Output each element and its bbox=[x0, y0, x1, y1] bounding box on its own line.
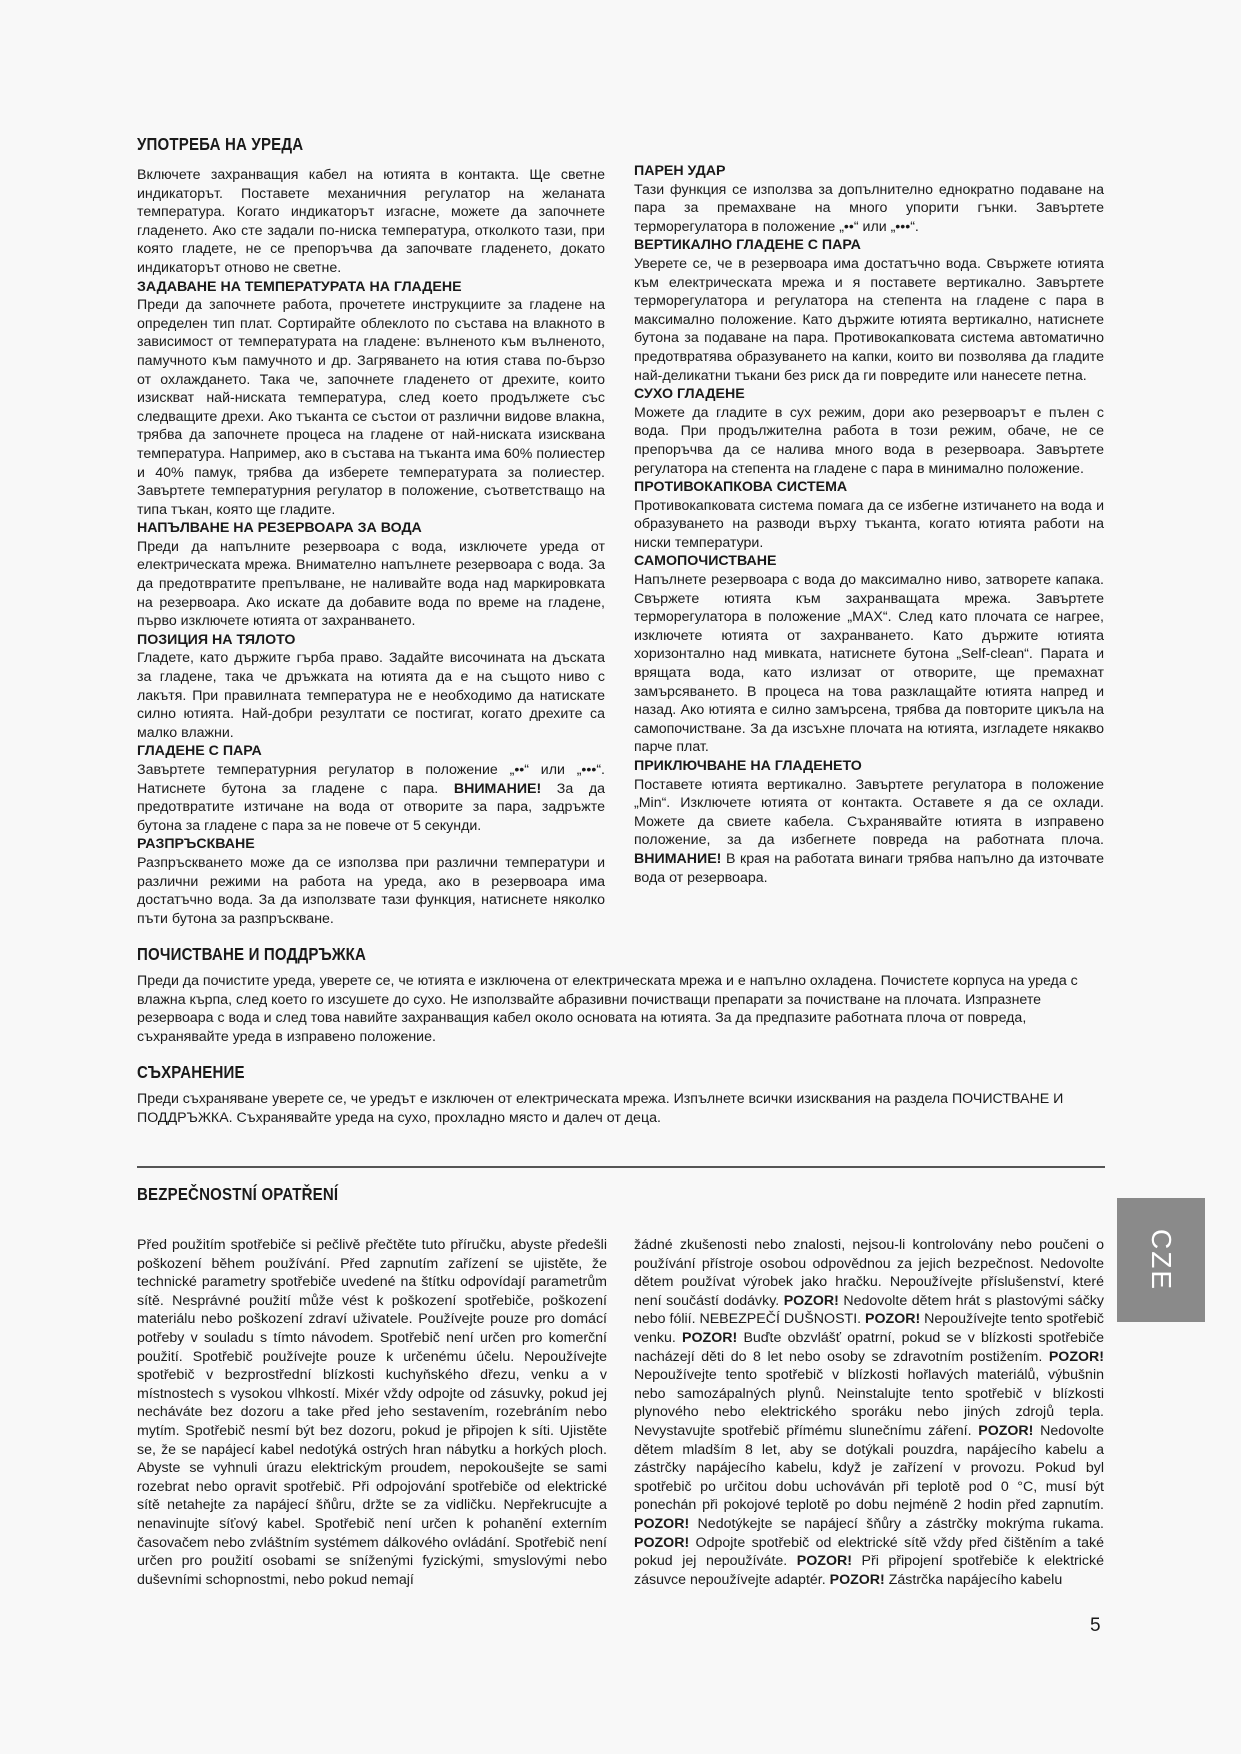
section-subheading: ВЕРТИКАЛНО ГЛАДЕНЕ С ПАРА bbox=[634, 237, 861, 254]
section-subheading: НАПЪЛВАНЕ НА РЕЗЕРВОАРА ЗА ВОДА bbox=[137, 520, 422, 537]
warning-label: ВНИМАНИЕ! bbox=[634, 850, 722, 867]
section-subheading: СУХО ГЛАДЕНЕ bbox=[634, 386, 745, 403]
cleaning-text-block bbox=[137, 972, 1105, 1046]
cz-left-column bbox=[137, 1236, 607, 1589]
cleaning-heading: ПОЧИСТВАНЕ И ПОДДРЪЖКА bbox=[137, 944, 367, 964]
section-paragraph bbox=[137, 538, 605, 631]
paragraph-text: Nedovolte dětem mladším 8 let, aby se dotýkali pouzdra, napájecího kabelu a zástrčky napájecího kabelu, když je zařízení v provozu. Pokud byl spotřebič po určitou dobu uchováván při teplotě pod 0 °C, musí být ponechán při pokojové teplotě po dobu nejméně 2 hodin před zapnutím. bbox=[634, 1422, 1104, 1514]
section-paragraph bbox=[137, 854, 605, 928]
paragraph-text: žádné zkušenosti nebo znalosti, nejsou-li kontrolovány nebo poučeni o používání přístroje osobou odpovědnou za jejich bezpečnost. Nedovolte dětem používat výrobek jako hračku. Nepoužívejte příslušenství, které není součástí dodávky. bbox=[634, 1237, 1104, 1309]
section-paragraph bbox=[137, 296, 605, 519]
paragraph-text: Разпръскването може да се използва при различни температури и различни режими на работа на уреда, ако в резервоара има достатъчно вода. За да използвате тази функция, натиснете няколко пъти бутона за разпръскване. bbox=[137, 854, 605, 927]
paragraph-text: Преди да започнете работа, прочетете инструкциите за гладене на определен тип плат. Сортирайте облеклото по състава на влакното в зависимост от температурата на гладене: вълненото към вълненото, памучното към памучното и др. Загряването на ютия става по-бързо от охлаждането. Така че, започнете гладенето от дрехите, които изискват най-ниската температура, след което продължете със следващите дрехи. Ако тъканта се състои от различни видове влакна, трябва да започнете процеса на гладене от най-ниската изисквана температура. Например, ако в състава на тъканта има 60% полиестер и 40% памук, трябва да изберете температурата за полиестер. Завъртете температурния регулатор в положение, съответстващо на типа тъкан, която ще гладите. bbox=[137, 297, 605, 518]
paragraph-text: Odpojte spotřebič od elektrické sítě vždy před čištěním a také pokud jej nepoužíváte. bbox=[634, 1534, 1104, 1570]
paragraph-text: Při připojení spotřebiče k elektrické zásuvce nepoužívejte adaptér. bbox=[634, 1553, 1104, 1588]
warning-label: POZOR! bbox=[978, 1422, 1034, 1439]
paragraph-text: Включете захранващия кабел на ютията в контакта. Ще светне индикаторът. Поставете механичния регулатор на желаната температура. Когато индикаторът изгасне, можете да започнете гладенето. Ако сте задали по-ниска температура, отколкото тази, при която гладете, не се препоръчва да започвате гладенето, докато индикаторът отново не светне. bbox=[137, 167, 605, 276]
bg-left-column bbox=[137, 166, 605, 928]
paragraph-text: Можете да гладите в сух режим, дори ако резервоарът е пълен с вода. При продължителна работа в този режим, обаче, не се препоръчва да се налива много вода в резервоара. Завъртете регулатора на степента на гладене с пара в минимално положение. bbox=[634, 404, 1104, 477]
warning-label: POZOR! bbox=[682, 1329, 738, 1346]
warning-label: POZOR! bbox=[634, 1534, 690, 1551]
page-number: 5 bbox=[1090, 1615, 1101, 1636]
storage-heading: СЪХРАНЕНИЕ bbox=[137, 1062, 245, 1082]
section-paragraph bbox=[137, 649, 605, 742]
section-paragraph bbox=[137, 761, 605, 835]
cz-right-text bbox=[634, 1236, 1104, 1589]
paragraph-text: Напълнете резервоара с вода до максимално ниво, затворете капака. Свържете ютията към захранващата мрежа. Завъртете терморегулатора в положение „MAX“. След като плочата се нагрее, изключете ютията от захранването. Като държите ютията хоризонтално над мивката, натиснете бутона „Self-clean“. Парата и врящата вода, като излизат от отворите, ще премахнат замърсяването. В процеса на това разклащайте ютията напред и назад. Ако ютията е силно замърсена, трябва да повторите цикъла на самопочистване. За да изсъхне плочата на ютията, изгладете някакво парче плат. bbox=[634, 572, 1104, 756]
warning-label: POZOR! bbox=[1048, 1348, 1104, 1365]
safety-heading: BEZPEČNOSTNÍ OPATŘENÍ bbox=[137, 1184, 339, 1204]
warning-label: POZOR! bbox=[865, 1311, 921, 1328]
paragraph-text: Zástrčka napájecího kabelu bbox=[884, 1571, 1063, 1588]
paragraph-text: Тази функция се използва за допълнително еднократно подаване на пара за премахване на много упорити гънки. Завъртете терморегулатора в положение „••“ или „•••“. bbox=[634, 181, 1104, 235]
section-subheading: ПРИКЛЮЧВАНЕ НА ГЛАДЕНЕТО bbox=[634, 758, 862, 774]
warning-label: ВНИМАНИЕ! bbox=[453, 780, 542, 797]
paragraph-text: Гладете, като държите гърба право. Задайте височината на дъската за гладене, така че дръжката на ютията да е на същото ниво с лакътя. При правилната температура не е необходимо да натискате силно ютията. Най-добри резултати се постигат, когато дрехите са малко влажни. bbox=[137, 650, 605, 741]
section-paragraph bbox=[634, 181, 1104, 237]
paragraph-text: Buďte obzvlášť opatrní, pokud se v blízkosti spotřebiče nacházejí děti do 8 let nebo osoby se zdravotním postižením. bbox=[634, 1329, 1104, 1365]
cz-left-text: Před použitím spotřebiče si pečlivě přečtěte tuto příručku, abyste předešli poškození během používání. Před zapnutím zařízení se ujistěte, že technické parametry spotřebiče uvedené na štítku odpovídají parametrům sítě. Nesprávné použití může vést k poškození spotřebiče, poškození materiálu nebo poškození zdraví uživatele. Používejte pouze pro domácí potřeby v souladu s tímto návodem. Spotřebič není určen pro komerční použití. Spotřebič používejte pouze k určenému účelu. Nepoužívejte spotřebič v bezprostřední blízkosti kuchyňského dřezu, venku a v místnostech s vysokou vlhkostí. Mixér vždy odpojte od zásuvky, pokud jej necháváte bez dozoru a take před jeho sestavením, rozebráním nebo mytím. Spotřebič nesmí být bez dozoru, pokud je připojen k síti. Ujistěte se, že se napájecí kabel nedotýká ostrých hran nábytku a horkých ploch. Abyste se vyhnuli úrazu elektrickým proudem, nepokoušejte se sami rozebrat nebo opravit spotřebič. Při odpojování spotřebiče od elektrické sítě netahejte za napájecí šňůru, držte se za vidličku. Nepřekrucujte a nenavinujte síťový kabel. Spotřebič není určen k pohanění externím časovačem nebo zvláštním systémem dálkového ovládání. Spotřebič není určen pro použití osobami se sníženými fyzickými, smyslovými nebo duševními schopnostmi, nebo pokud nemají bbox=[137, 1237, 607, 1588]
paragraph-text: Уверете се, че в резервоара има достатъчно вода. Свържете ютията към електрическата мрежа и я поставете вертикално. Завъртете терморегулатора и регулатора на степента на гладене с пара в максимално положение. Като държите ютията вертикално, натиснете бутона за подаване на пара. Противокапковата система автоматично предотвратява образуването на капки, които ви позволява да гладите най-деликатни тъкани без риск да ги повредите или нанесете петна. bbox=[634, 255, 1104, 384]
section-paragraph bbox=[634, 571, 1104, 757]
cz-right-column bbox=[634, 1236, 1104, 1589]
paragraph-text: Nedotýkejte se napájecí šňůry a zástrčky mokrýma rukama. bbox=[689, 1515, 1104, 1532]
section-subheading: САМОПОЧИСТВАНЕ bbox=[634, 553, 777, 570]
paragraph-text: Завъртете температурния регулатор в положение „••“ или „•••“. Натиснете бутона за гладене с пара. bbox=[137, 762, 605, 797]
section-paragraph bbox=[634, 497, 1104, 553]
cleaning-text: Преди да почистите уреда, уверете се, че ютията е изключена от електрическата мрежа и е напълно охладена. Почистете корпуса на уреда с влажна кърпа, след което го изсушете до сухо. Не използвайте абразивни почистващи препарати за почистване на плочата. Изпразнете резервоара с вода и след това навийте захранващия кабел около основата на ютията. За да предпазите работната плоча от повреда, съхранявайте уреда в изправено положение. bbox=[137, 973, 1078, 1045]
section-subheading: ГЛАДЕНЕ С ПАРА bbox=[137, 743, 262, 760]
section-subheading: ЗАДАВАНЕ НА ТЕМПЕРАТУРАТА НА ГЛАДЕНЕ bbox=[137, 278, 462, 295]
bg-right-column bbox=[634, 162, 1104, 887]
section-subheading: ПОЗИЦИЯ НА ТЯЛОТО bbox=[137, 631, 296, 648]
section-paragraph bbox=[634, 255, 1104, 385]
warning-label: POZOR! bbox=[634, 1515, 690, 1532]
storage-text-block bbox=[137, 1090, 1105, 1127]
language-tab bbox=[1117, 1198, 1205, 1322]
paragraph-text: Преди да напълните резервоара с вода, изключете уреда от електрическата мрежа. Внимателно напълнете резервоара с вода. За да предотвратите препълване, не наливайте вода над маркировката на резервоара. Ако искате да добавите вода по време на гладене, първо изключете ютията от захранването. bbox=[137, 538, 605, 630]
section-divider bbox=[137, 1166, 1105, 1168]
paragraph-text: За да предотвратите изтичане на вода от отворите за пара, задръжте бутона за гладене с пара за не повече от 5 секунди. bbox=[137, 780, 605, 834]
language-tab-label: CZE bbox=[1146, 1229, 1177, 1291]
section-subheading: РАЗПРЪСКВАНЕ bbox=[137, 836, 255, 853]
paragraph-text: Nepoužívejte tento spotřebič venku. bbox=[634, 1311, 1104, 1346]
section-paragraph bbox=[634, 404, 1104, 478]
section-subheading: ПРОТИВОКАПКОВА СИСТЕМА bbox=[634, 479, 848, 496]
warning-label: POZOR! bbox=[796, 1553, 852, 1570]
usage-heading: УПОТРЕБА НА УРЕДА bbox=[137, 134, 304, 154]
section-paragraph bbox=[634, 776, 1104, 888]
paragraph-text: Nepoužívejte tento spotřebič v blízkosti hořlavých materiálů, výbušnin nebo samozápalných plynů. Neinstalujte tento spotřebič v blízkosti plynového nebo elektrického sporáku nebo jiných zdrojů tepla. Nevystavujte spotřebič přímému slunečnímu záření. bbox=[634, 1367, 1104, 1439]
paragraph-text: Nedovolte dětem hrát s plastovými sáčky nebo fólií. NEBEZPEČÍ DUŠNOSTI. bbox=[634, 1292, 1104, 1328]
storage-text: Преди съхраняване уверете се, че уредът е изключен от електрическата мрежа. Изпълнете всички изисквания на раздела ПОЧИСТВАНЕ И ПОДДРЪЖКА. Съхранявайте уреда на сухо, прохладно място и далеч от деца. bbox=[137, 1091, 1064, 1126]
section-subheading: ПАРЕН УДАР bbox=[634, 163, 726, 179]
paragraph-text: Противокапковата система помага да се избегне изтичането на вода и образуването на разводи върху тъканта, когато ютията работи на ниски температури. bbox=[634, 497, 1104, 551]
section-paragraph bbox=[137, 166, 605, 278]
paragraph-text: В края на работата винаги трябва напълно да източвате вода от резервоара. bbox=[634, 850, 1104, 886]
paragraph-text: Поставете ютията вертикално. Завъртете регулатора в положение „Min“. Изключете ютията от контакта. Оставете я да се охлади. Можете да свиете кабела. Съхранявайте ютията в изправено положение, за да избегнете повреда на работната плоча. bbox=[634, 776, 1104, 849]
warning-label: POZOR! bbox=[829, 1571, 885, 1588]
warning-label: POZOR! bbox=[783, 1292, 839, 1309]
